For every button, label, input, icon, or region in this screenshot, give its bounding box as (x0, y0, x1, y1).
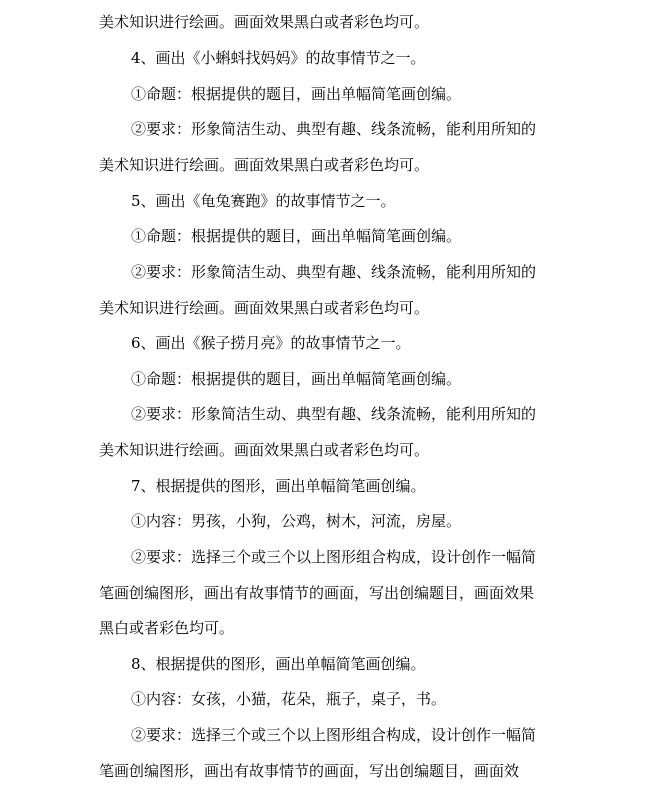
item-4-requirement-continuation: 美术知识进行绘画。画面效果黑白或者彩色均可。 (99, 156, 430, 174)
item-8-content: ①内容：女孩，小猫，花朵，瓶子，桌子，书。 (131, 690, 447, 708)
item-7-heading: 7、根据提供的图形，画出单幅简笔画创编。 (131, 477, 426, 495)
item-8-requirement-continuation: 笔画创编图形，画出有故事情节的画面，写出创编题目，画面效 (99, 762, 520, 780)
item-4-topic: ①命题：根据提供的题目，画出单幅简笔画创编。 (131, 85, 462, 103)
item-8-requirement: ②要求：选择三个或三个以上图形组合构成，设计创作一幅简 (131, 726, 537, 744)
item-6-heading: 6、画出《猴子捞月亮》的故事情节之一。 (131, 334, 411, 352)
item-5-requirement-continuation: 美术知识进行绘画。画面效果黑白或者彩色均可。 (99, 299, 430, 317)
item-7-content: ①内容：男孩，小狗，公鸡，树木，河流，房屋。 (131, 512, 462, 530)
item-4-heading: 4、画出《小蝌蚪找妈妈》的故事情节之一。 (131, 49, 426, 67)
item-4-requirement: ②要求：形象简洁生动、典型有趣、线条流畅，能利用所知的 (131, 120, 537, 138)
item-6-topic: ①命题：根据提供的题目，画出单幅简笔画创编。 (131, 370, 462, 388)
item-8-heading: 8、根据提供的图形，画出单幅简笔画创编。 (131, 655, 426, 673)
paragraph-continuation: 美术知识进行绘画。画面效果黑白或者彩色均可。 (99, 13, 430, 31)
item-7-requirement-continuation: 笔画创编图形，画出有故事情节的画面，写出创编题目，画面效果 (99, 584, 535, 602)
item-6-requirement-continuation: 美术知识进行绘画。画面效果黑白或者彩色均可。 (99, 441, 430, 459)
item-7-requirement: ②要求：选择三个或三个以上图形组合构成，设计创作一幅简 (131, 548, 537, 566)
item-6-requirement: ②要求：形象简洁生动、典型有趣、线条流畅，能利用所知的 (131, 405, 537, 423)
item-5-topic: ①命题：根据提供的题目，画出单幅简笔画创编。 (131, 227, 462, 245)
item-7-requirement-continuation-2: 黑白或者彩色均可。 (99, 619, 235, 637)
item-5-heading: 5、画出《龟兔赛跑》的故事情节之一。 (131, 192, 396, 210)
item-5-requirement: ②要求：形象简洁生动、典型有趣、线条流畅，能利用所知的 (131, 263, 537, 281)
